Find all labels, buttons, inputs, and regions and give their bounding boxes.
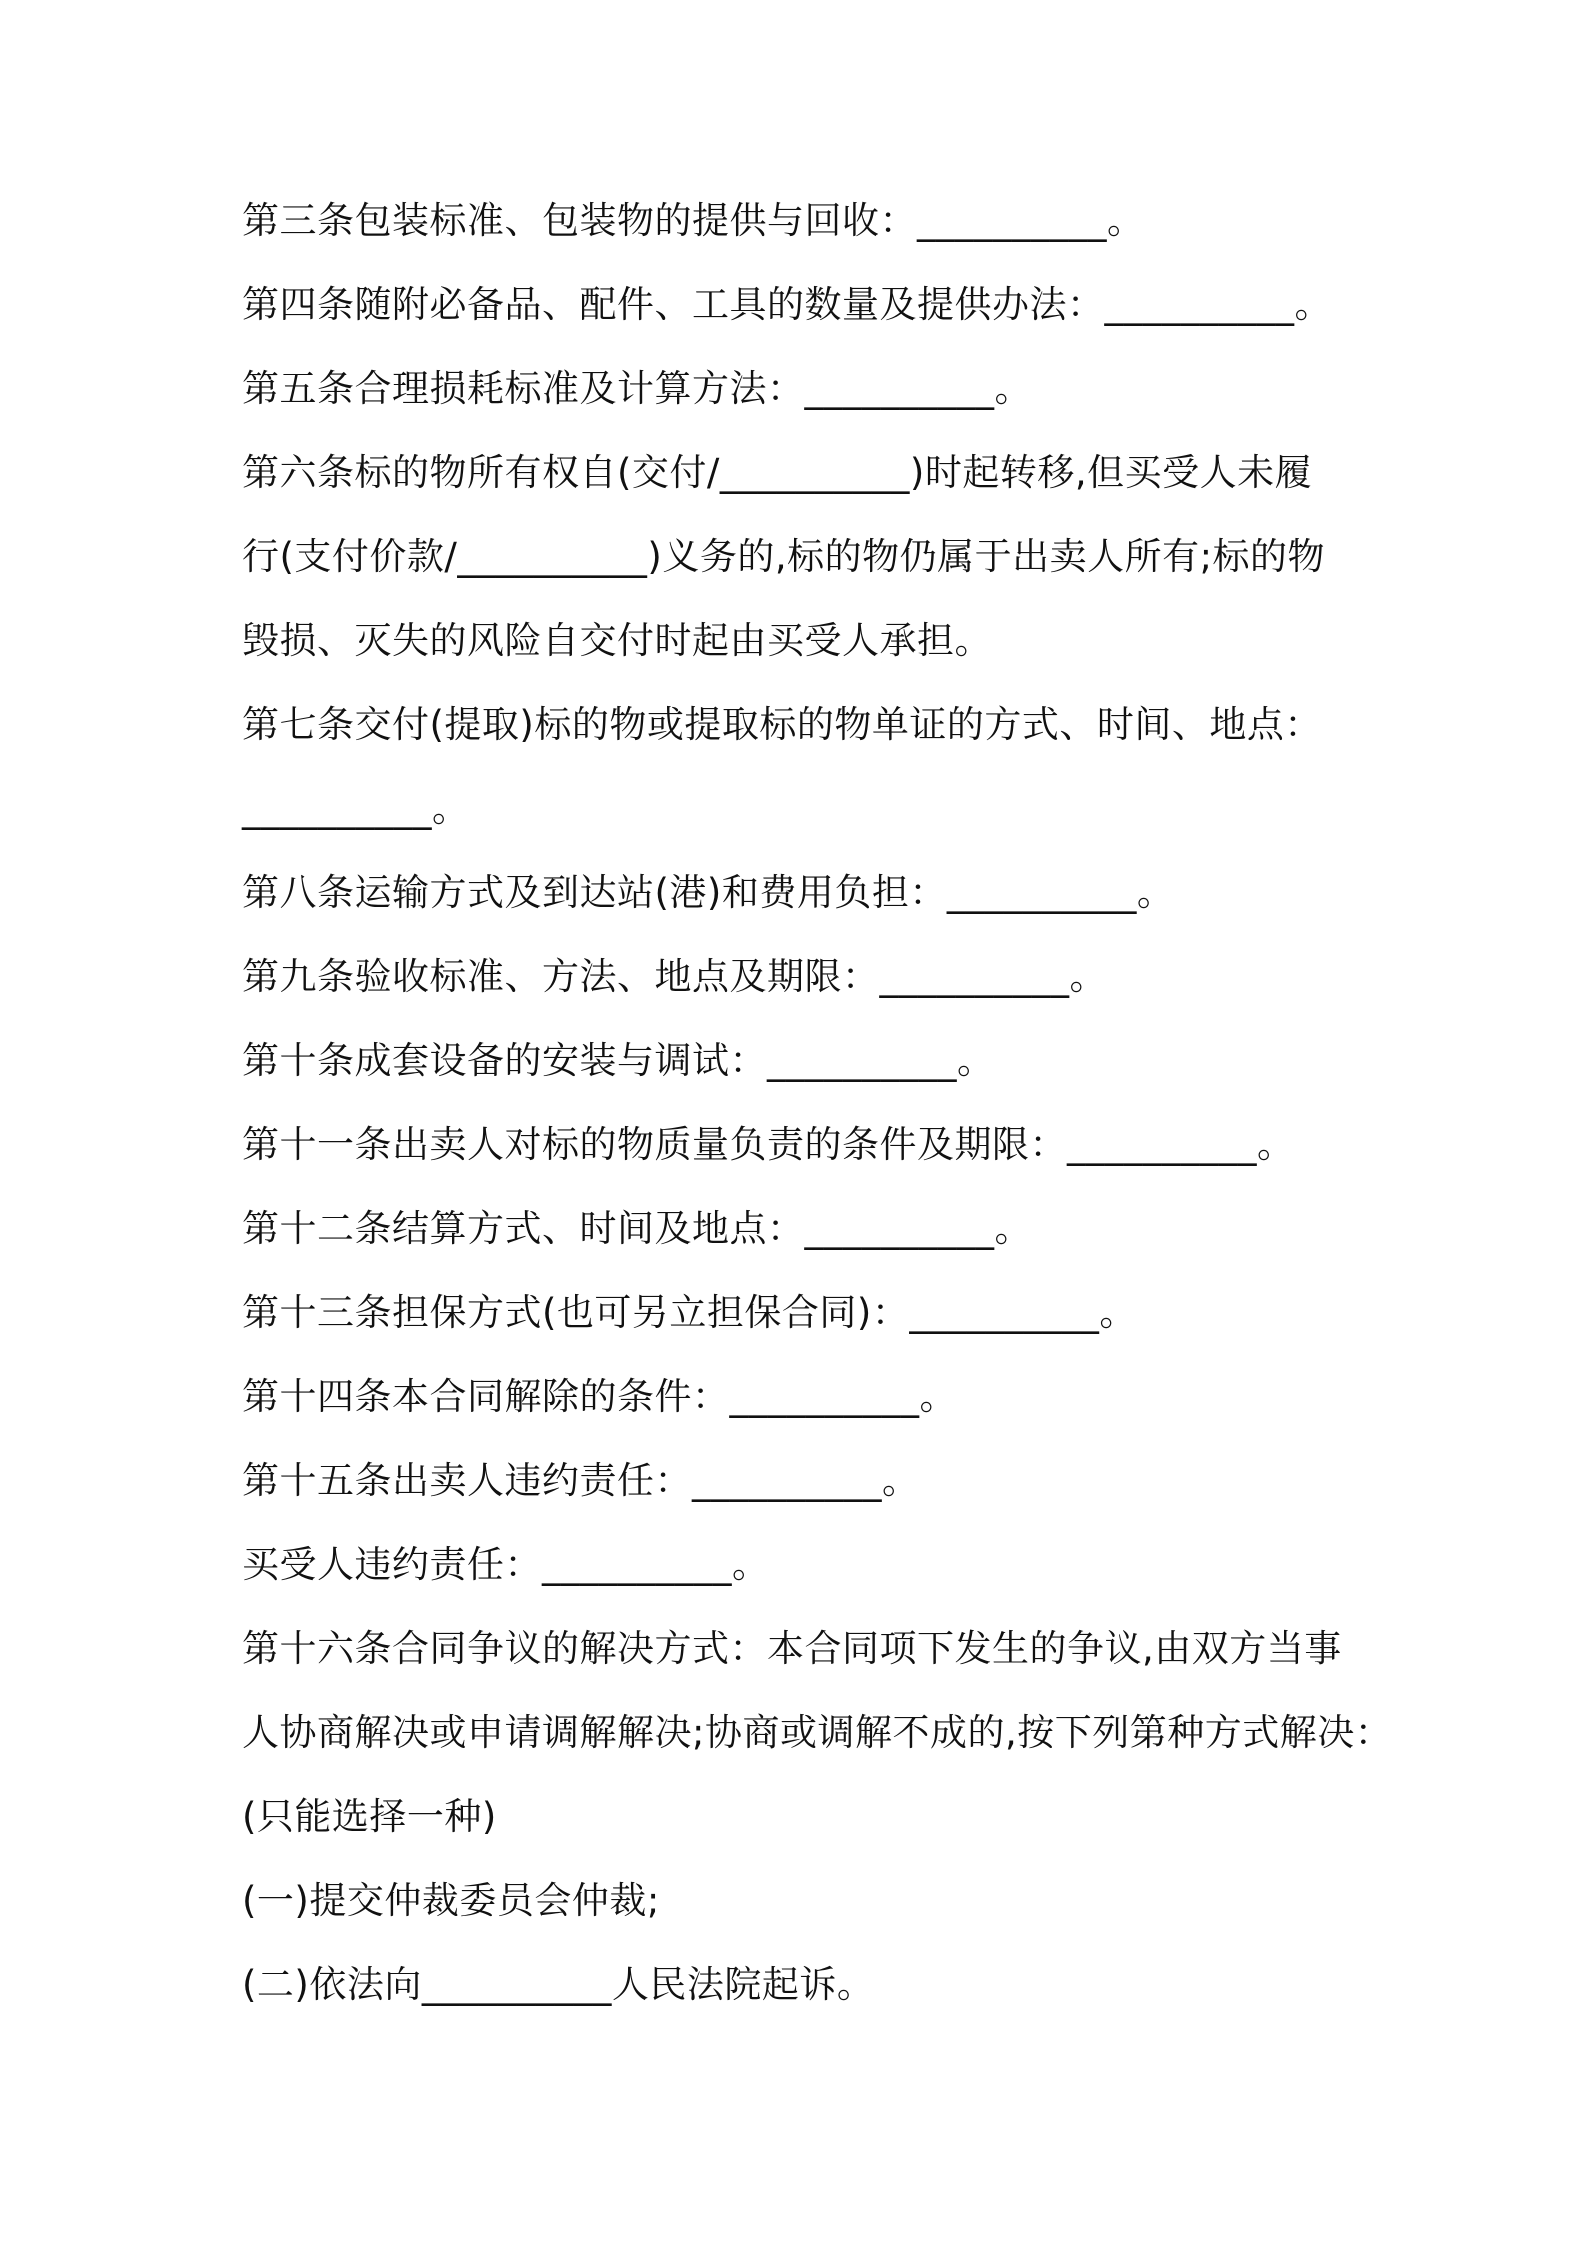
article-16-line-1: 第十六条合同争议的解决方式：本合同项下发生的争议,由双方当事 xyxy=(242,1627,1342,1670)
article-10: 第十条成套设备的安装与调试：__________。 xyxy=(242,1039,995,1082)
article-9: 第九条验收标准、方法、地点及期限：__________。 xyxy=(242,955,1107,998)
article-8: 第八条运输方式及到达站(港)和费用负担：__________。 xyxy=(242,871,1175,914)
article-7-line-1: 第七条交付(提取)标的物或提取标的物单证的方式、时间、地点： xyxy=(242,703,1322,746)
article-16-line-3: (只能选择一种) xyxy=(242,1795,497,1838)
article-6-line-3: 毁损、灭失的风险自交付时起由买受人承担。 xyxy=(242,619,992,662)
article-12: 第十二条结算方式、时间及地点：__________。 xyxy=(242,1207,1032,1250)
article-13: 第十三条担保方式(也可另立担保合同)：__________。 xyxy=(242,1291,1137,1334)
article-3: 第三条包装标准、包装物的提供与回收：__________。 xyxy=(242,199,1145,242)
article-11: 第十一条出卖人对标的物质量负责的条件及期限：__________。 xyxy=(242,1123,1295,1166)
option-2: (二)依法向__________人民法院起诉。 xyxy=(242,1963,875,2006)
article-15-seller: 第十五条出卖人违约责任：__________。 xyxy=(242,1459,920,1502)
option-1: (一)提交仲裁委员会仲裁; xyxy=(242,1879,660,1922)
article-16-line-2: 人协商解决或申请调解解决;协商或调解不成的,按下列第种方式解决： xyxy=(242,1711,1393,1754)
article-5: 第五条合理损耗标准及计算方法：__________。 xyxy=(242,367,1032,410)
article-7-line-2: __________。 xyxy=(242,787,470,830)
article-6-line-1: 第六条标的物所有权自(交付/__________)时起转移,但买受人未履 xyxy=(242,451,1313,494)
article-6-line-2: 行(支付价款/__________)义务的,标的物仍属于出卖人所有;标的物 xyxy=(242,535,1326,578)
article-14: 第十四条本合同解除的条件：__________。 xyxy=(242,1375,957,1418)
article-4: 第四条随附必备品、配件、工具的数量及提供办法：__________。 xyxy=(242,283,1332,326)
article-15-buyer: 买受人违约责任：__________。 xyxy=(242,1543,770,1586)
